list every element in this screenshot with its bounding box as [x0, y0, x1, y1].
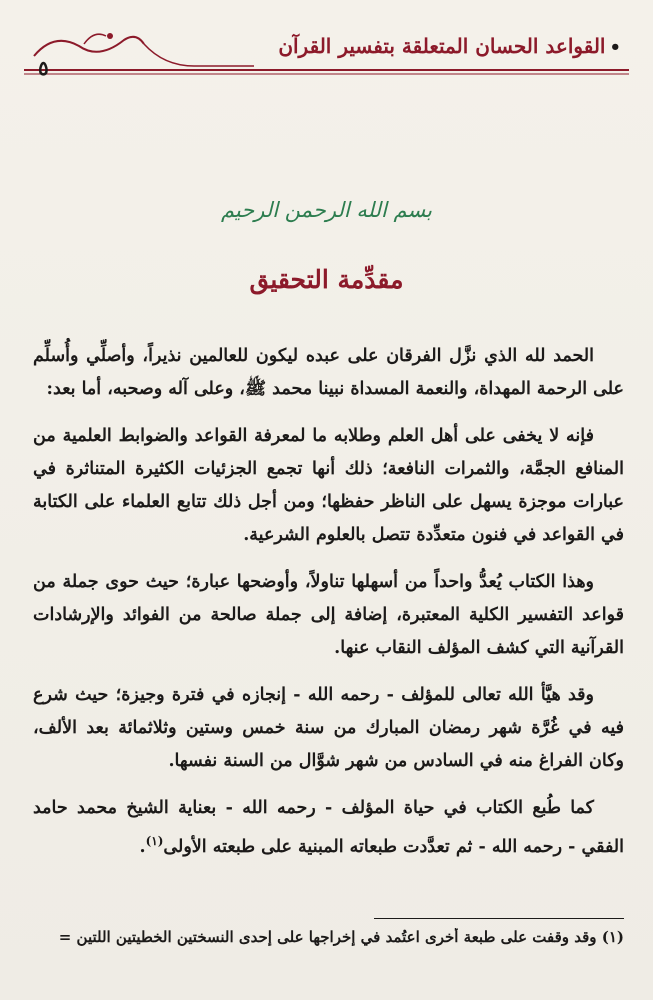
paragraph: الحمد لله الذي نزَّل الفرقان على عبده ليكون للعالمين نذيراً، وأصلِّي وأُسلِّم على الرحمة المهداة، والنعمة المسداة نبينا محمد ﷺ، وعلى آله وصحبه، أما بعد:: [33, 346, 624, 399]
running-header: [24, 26, 629, 80]
header-bullet: •: [609, 37, 621, 58]
paragraph-text: كما طُبع الكتاب في حياة المؤلف - رحمه الله - بعناية الشيخ محمد حامد الفقي - رحمه الله - ثم تعدَّدت طبعاته المبنية على طبعته الأولى: [33, 798, 624, 857]
footnote: (١) وقد وقفت على طبعة أُخرى اعتُمد في إخراجها على إحدى النسختين الخطيتين اللتين =: [58, 928, 624, 946]
header-title-text: القواعد الحسان المتعلقة بتفسير القرآن: [278, 34, 606, 58]
running-header-title: [278, 34, 621, 58]
body-text: [33, 340, 624, 878]
footnote-divider: [374, 918, 624, 919]
paragraph: كما طُبع الكتاب في حياة المؤلف - رحمه الله - بعناية الشيخ محمد حامد الفقي - رحمه الله - ثم تعدَّدت طبعاته المبنية على طبعته الأولى$^{(١)}$.: [33, 798, 624, 857]
page-number: ٥: [38, 56, 49, 80]
paragraph: وقد هيَّأ الله تعالى للمؤلف - رحمه الله - إنجازه في فترة وجيزة؛ حيث شرع فيه في غُرَّة شهر رمضان المبارك من سنة خمس وستين وثلاثمائة بعد الألف، وكان الفراغ منه في السادس من شهر شوَّال من السنة نفسها.: [33, 685, 624, 771]
paragraph: فإنه لا يخفى على أهل العلم وطلابه ما لمعرفة القواعد والضوابط العلمية من المنافع الجمَّة، والثمرات النافعة؛ ذلك أنها تجمع الجزئيات الكثيرة المتناثرة في عبارات موجزة يسهل على الناظر حفظها؛ ومن أجل ذلك تتابع العلماء على الكتابة في القواعد في فنون متعدِّدة تتصل بالعلوم الشرعية.: [33, 426, 624, 545]
basmala-calligraphy: بسم الله الرحمن الرحيم: [220, 198, 433, 222]
footnote-marker: (١): [145, 834, 164, 848]
paragraph: وهذا الكتاب يُعدُّ واحداً من أسهلها تناولاً، وأوضحها عبارة؛ حيث حوى جملة من قواعد التفسير الكلية المعتبرة، إضافة إلى جملة صالحة من الفوائد والإرشادات القرآنية التي كشف المؤلف النقاب عنها.: [33, 572, 624, 658]
section-title: مقدِّمة التحقيق: [249, 265, 404, 294]
